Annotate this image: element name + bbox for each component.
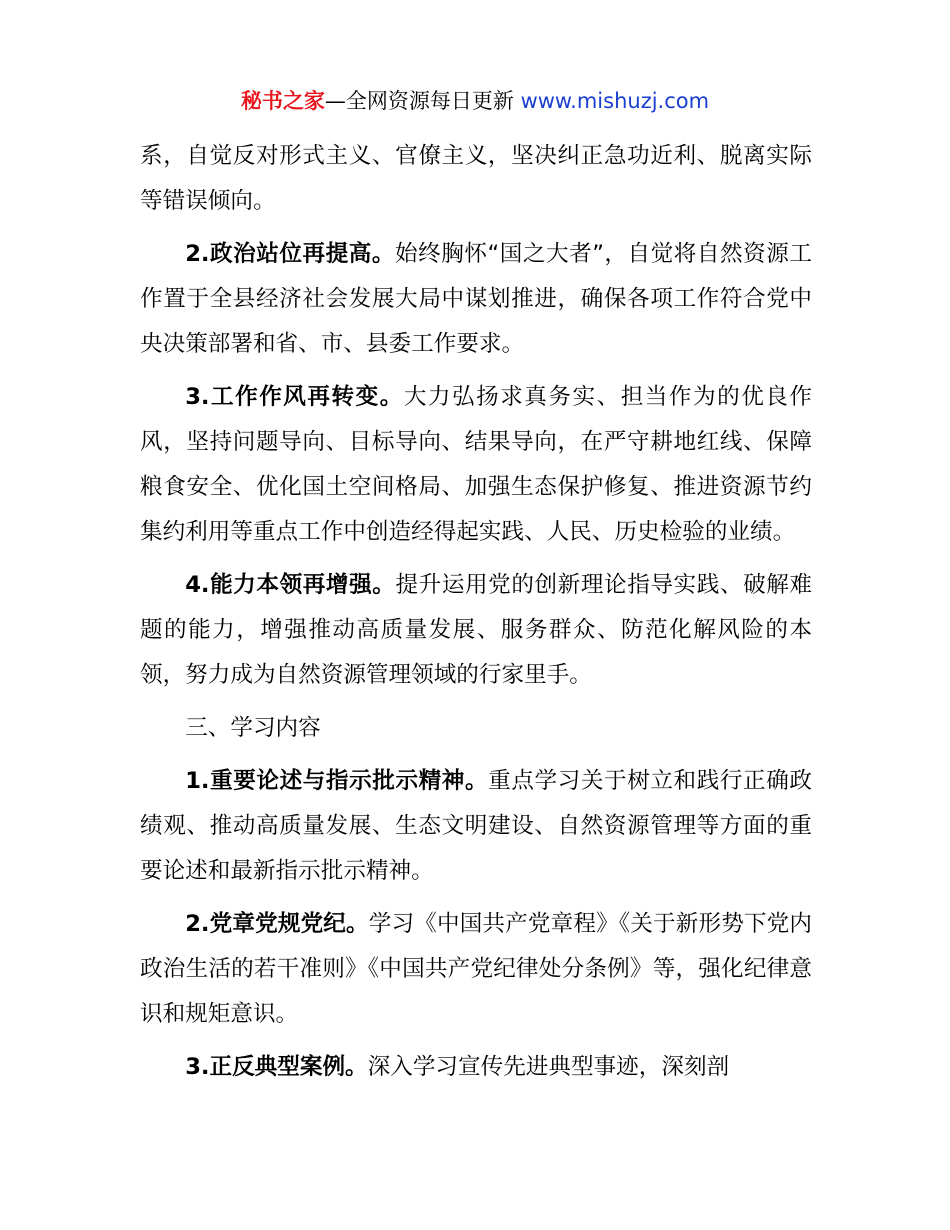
page-header: [0, 86, 950, 116]
paragraph-text: 大力弘扬求真务实、担当作为的优良作风，坚持问题导向、目标导向、结果导向，在严守耕地红线、保障粮食安全、优化国土空间格局、加强生态保护修复、推进资源节约集约利用等重点工作中创造经得起实践、人民、历史检验的业绩。: [140, 384, 813, 545]
header-slogan: —全网资源每日更新: [324, 89, 521, 113]
paragraph-lead: 1.重要论述与指示批示精神。: [185, 768, 489, 794]
paragraph-key-remarks: [140, 759, 812, 894]
paragraph-lead: 3.正反典型案例。: [185, 1054, 368, 1080]
brand-name: 秘书之家: [240, 89, 325, 113]
paragraph-lead: 2.政治站位再提高。: [185, 241, 395, 267]
paragraph-text: 重点学习关于树立和践行正确政绩观、推动高质量发展、生态文明建设、自然资源管理等方面的重要论述和最新指示批示精神。: [140, 768, 812, 884]
paragraph-party-rules: [140, 902, 812, 1037]
paragraph-lead: 2.党章党规党纪。: [185, 911, 369, 937]
site-url: www.mishuzj.com: [520, 89, 710, 113]
paragraph-typical-cases: [140, 1045, 812, 1090]
paragraph-text: 提升运用党的创新理论指导实践、破解难题的能力，增强推动高质量发展、服务群众、防范化解风险的本领，努力成为自然资源管理领域的行家里手。: [140, 572, 813, 688]
paragraph-work-style: [140, 375, 812, 555]
paragraph-political-stance: [140, 232, 812, 367]
paragraph-lead: 3.工作作风再转变。: [185, 384, 404, 410]
paragraph-capability: [140, 563, 812, 698]
paragraph-text: 学习《中国共产党章程》《关于新形势下党内政治生活的若干准则》《中国共产党纪律处分条例》等，强化纪律意识和规矩意识。: [140, 911, 812, 1027]
paragraph-lead: 4.能力本领再增强。: [185, 572, 396, 598]
paragraph-text: 深入学习宣传先进典型事迹，深刻剖: [367, 1054, 730, 1080]
document-body: [140, 134, 812, 1098]
paragraph-continuation: [140, 134, 812, 224]
section-heading-text: 三、学习内容: [185, 715, 321, 741]
section-heading: [140, 706, 812, 751]
paragraph-text: 始终胸怀“国之大者”，自觉将自然资源工作置于全县经济社会发展大局中谋划推进，确保各项工作符合党中央决策部署和省、市、县委工作要求。: [140, 241, 812, 357]
paragraph-text: 系，自觉反对形式主义、官僚主义，坚决纠正急功近利、脱离实际等错误倾向。: [140, 143, 812, 214]
